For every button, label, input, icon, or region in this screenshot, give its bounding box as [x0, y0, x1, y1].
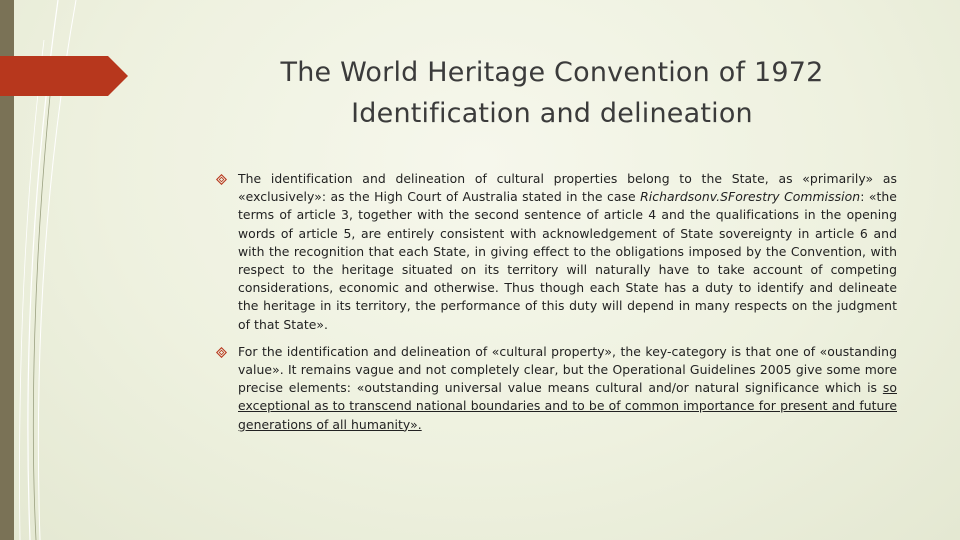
bullet-text-part: The identification and delineation of cultural properties belong to the State, as «primarily» as «exclusively»: as the High Court of Australia stated in the case — [238, 171, 897, 205]
bullet-item — [216, 343, 897, 434]
bullet-item — [216, 170, 897, 334]
diamond-bullet-icon — [216, 174, 227, 185]
title-line-1: The World Heritage Convention of 1972 — [280, 57, 824, 88]
bullet-text-part: For the identification and delineation of «cultural property», the key-category is that one of «oustanding value». It remains vague and not completely clear, but the Operational Guidelines 2005 give some more precise elements: «outstanding universal value means cultural and/or natural significance which is — [238, 343, 897, 396]
title-accent-tab — [0, 56, 128, 96]
bullet-text-part: : «the terms of article 3, together with the second sentence of article 4 and the qualifications in the opening words of article 5, are entirely consistent with acknowledgement of State sovereignty in article 6 and with the recognition that each State, in giving effect to the obligations imposed by the Convention, with respect to the heritage situated on its territory will naturally have to take account of competing considerations, economic and otherwise. Thus though each State has a duty to identify and delineate the heritage in its territory, the performance of this duty will depend in many respects on the judgment of that State». — [238, 189, 897, 332]
title-line-2: Identification and delineation — [351, 98, 753, 129]
case-name: Richardsonv.SForestry Commission — [640, 189, 861, 205]
bullet-list — [216, 170, 897, 443]
underlined-quote: so exceptional as to transcend national boundaries and to be of common importance for present and future generations of all humanity». — [238, 380, 897, 432]
bullet-text — [238, 343, 897, 434]
diamond-bullet-icon — [216, 347, 227, 358]
slide-title — [232, 52, 872, 134]
bullet-text — [238, 170, 897, 334]
